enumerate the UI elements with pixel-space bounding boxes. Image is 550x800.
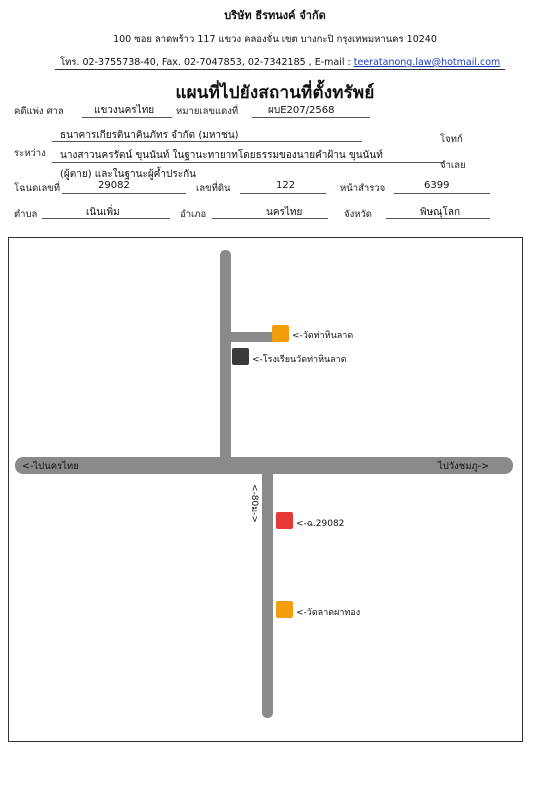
case-no-value: ผบE207/2568 <box>268 105 335 116</box>
court-value: แขวงนครไทย <box>94 105 155 116</box>
company-name: บริษัท ธีรทนงค์ จำกัด <box>224 9 326 22</box>
province-value: พิษณุโลก <box>420 207 461 218</box>
contact-email-link[interactable]: teeratanong.law@hotmail.com <box>353 57 501 68</box>
road-west-label: <-ไปนครไทย <box>22 461 79 472</box>
road-east-label: ไปวังชมภู-> <box>438 461 490 472</box>
case-no-label: หมายเลขแดงที่ <box>176 106 239 117</box>
contact-phone-fax: โทร. 02-3755738-40, Fax. 02-7047853, 02-7342185 , E-mail : <box>60 57 354 68</box>
plaintiff-name: ธนาคารเกียรตินาคินภัทร จำกัด (มหาชน) <box>60 130 239 141</box>
district-label: อำเภอ <box>180 209 207 220</box>
district-value: นครไทย <box>266 207 303 218</box>
distance-label: <-80ม-> <box>249 484 259 523</box>
defendant-role: จำเลย <box>440 160 466 171</box>
page-title: แผนที่ไปยังสถานที่ตั้งทรัพย์ <box>175 83 375 103</box>
temple-label: <-วัดท่าหินลาด <box>292 331 354 341</box>
defendant-underline-1 <box>52 162 444 163</box>
defendant-line-1: นางสาวนครรัตน์ ขุนนันท์ ในฐานะทายาทโดยธรรมของนายคำฝ้าน ขุนนันท์ <box>60 150 383 161</box>
court-label: คดีแพ่ง ศาล <box>14 106 64 117</box>
school-marker-icon <box>232 348 249 365</box>
company-address: 100 ซอย ลาดพร้าว 117 แขวง คลองจั่น เขต บางกะปิ กรุงเทพมหานคร 10240 <box>113 34 437 45</box>
defendant-line-2: (ผู้ตาย) และในฐานะผู้ค้ำประกัน <box>60 169 196 180</box>
survey-page-value: 6399 <box>424 180 450 191</box>
school-label: <-โรงเรียนวัดท่าหินลาด <box>252 355 347 365</box>
property-label: <-ฉ.29082 <box>296 519 345 529</box>
property-marker-icon <box>276 512 293 529</box>
deed-value: 29082 <box>98 180 130 191</box>
contact-divider <box>55 69 505 70</box>
case-no-underline <box>252 117 370 118</box>
subdistrict-value: เนินเพิ่ม <box>86 207 120 218</box>
temple-marker-icon <box>272 325 289 342</box>
province-underline <box>386 218 490 219</box>
survey-page-underline <box>394 193 490 194</box>
land-no-underline <box>240 193 326 194</box>
between-label: ระหว่าง <box>14 148 46 159</box>
subdistrict-label: ตำบล <box>14 209 38 220</box>
district-underline <box>212 218 328 219</box>
province-label: จังหวัด <box>344 209 372 220</box>
road-north <box>220 250 231 464</box>
deed-label: โฉนดเลขที่ <box>14 183 61 194</box>
plaintiff-role: โจทก์ <box>440 134 463 145</box>
road-south <box>262 460 273 718</box>
company-contact <box>60 55 500 70</box>
subdistrict-underline <box>42 218 170 219</box>
deed-underline <box>62 193 186 194</box>
road-spur-temple <box>220 332 280 342</box>
lat-pha-thong-temple-marker-icon <box>276 601 293 618</box>
lat-pha-thong-temple-label: <-วัดลาดผาทอง <box>296 608 361 618</box>
land-no-label: เลขที่ดิน <box>196 183 231 194</box>
survey-page-label: หน้าสำรวจ <box>340 183 386 194</box>
plaintiff-underline <box>52 141 362 142</box>
court-underline <box>82 117 172 118</box>
land-no-value: 122 <box>276 180 296 191</box>
